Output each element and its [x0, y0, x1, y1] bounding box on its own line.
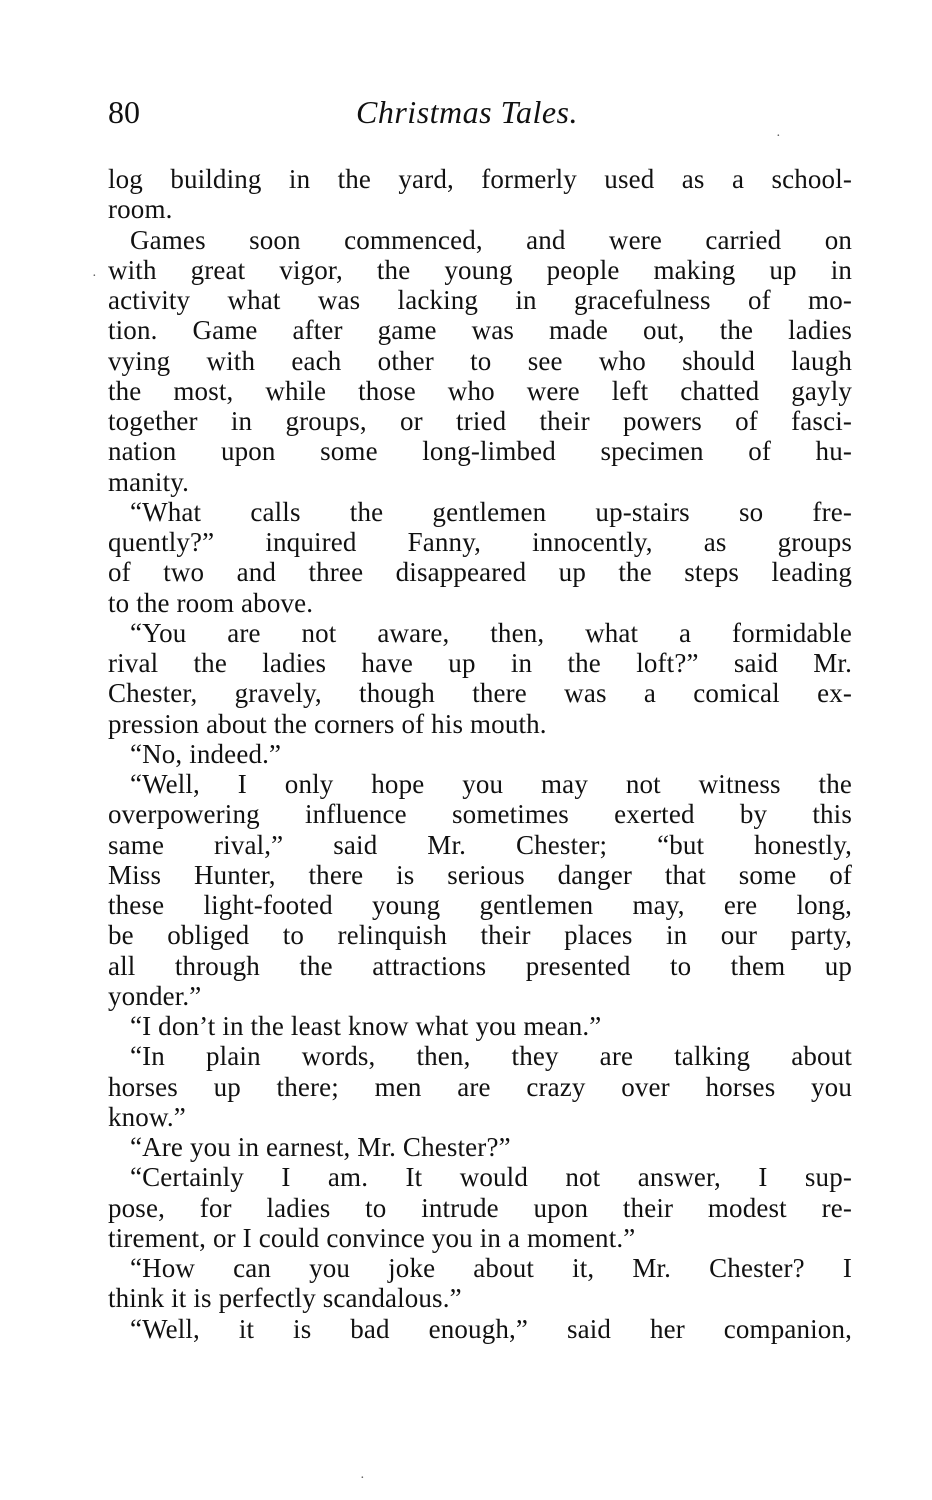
- running-title: Christmas Tales.: [356, 94, 578, 130]
- text-line: “Certainly I am. It would not answer, I sup-: [130, 1162, 852, 1193]
- text-line: pression about the corners of his mouth.: [108, 708, 547, 739]
- text-line: log building in the yard, formerly used as a school-: [108, 164, 852, 194]
- text-line: know.”: [108, 1101, 186, 1132]
- text-line: rival the ladies have up in the loft?” said Mr.: [108, 648, 852, 678]
- text-line: “Well, I only hope you may not witness the: [130, 769, 852, 799]
- text-line: Miss Hunter, there is serious danger that some of: [108, 859, 852, 890]
- text-line: these light-footed young gentlemen may, ere long,: [108, 890, 852, 920]
- text-line: Games soon commenced, and were carried on: [130, 224, 852, 255]
- text-line: manity.: [108, 466, 190, 497]
- text-line: “In plain words, then, they are talking about: [130, 1041, 852, 1072]
- page-number: 80: [108, 94, 140, 130]
- text-line: “How can you joke about it, Mr. Chester? I: [130, 1253, 852, 1283]
- text-line: the most, while those who were left chatted gayly: [108, 375, 852, 406]
- page-body: [108, 164, 852, 1344]
- text-line: to the room above.: [108, 587, 314, 618]
- text-line: be obliged to relinquish their places in our party,: [108, 920, 852, 951]
- text-line: nation upon some long-limbed specimen of hu-: [108, 436, 852, 467]
- text-line: together in groups, or tried their powers of fasci-: [108, 406, 852, 436]
- page-header: [108, 92, 850, 136]
- text-line: yonder.”: [108, 980, 202, 1011]
- text-line: room.: [108, 194, 173, 225]
- text-line: quently?” inquired Fanny, innocently, as groups: [108, 527, 852, 557]
- text-line: pose, for ladies to intrude upon their modest re-: [108, 1192, 852, 1223]
- ink-speck: ·: [360, 1471, 365, 1486]
- text-line: tion. Game after game was made out, the ladies: [108, 315, 852, 346]
- text-line: think it is perfectly scandalous.”: [108, 1283, 462, 1314]
- text-line: Chester, gravely, though there was a comical ex-: [108, 678, 852, 709]
- text-line: “I don’t in the least know what you mean.”: [130, 1011, 602, 1041]
- text-line: tirement, or I could convince you in a moment.”: [108, 1222, 636, 1253]
- text-line: “What calls the gentlemen up-stairs so fre-: [130, 496, 852, 527]
- text-line: “Are you in earnest, Mr. Chester?”: [130, 1132, 511, 1162]
- text-line: of two and three disappeared up the steps leading: [108, 557, 852, 588]
- text-line: activity what was lacking in gracefulness of mo-: [108, 285, 852, 315]
- text-line: “No, indeed.”: [130, 738, 282, 769]
- ink-speck: ·: [776, 129, 781, 144]
- text-line: all through the attractions presented to them up: [108, 950, 852, 981]
- ink-speck: ·: [92, 269, 97, 284]
- text-line: “You are not aware, then, what a formidable: [130, 617, 852, 648]
- text-line: same rival,” said Mr. Chester; “but honestly,: [108, 829, 852, 860]
- text-line: overpowering influence sometimes exerted by this: [108, 799, 852, 830]
- text-line: horses up there; men are crazy over horses you: [108, 1071, 852, 1102]
- text-line: with great vigor, the young people making up in: [108, 254, 852, 285]
- text-line: “Well, it is bad enough,” said her companion,: [130, 1313, 852, 1344]
- text-line: vying with each other to see who should laugh: [108, 345, 852, 376]
